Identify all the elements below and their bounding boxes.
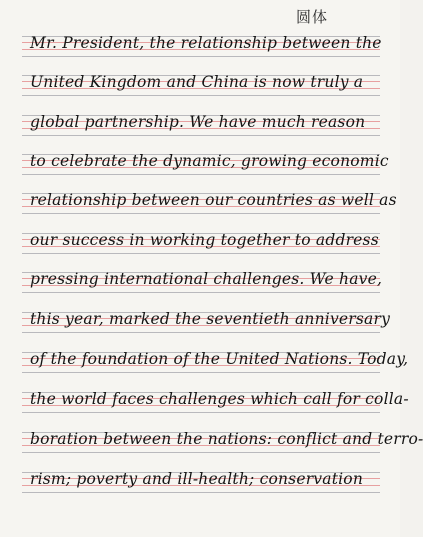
guide-line [22, 292, 380, 293]
text-line-5: relationship between our countries as well as [30, 191, 397, 209]
text-line-4: to celebrate the dynamic, growing economic [30, 152, 389, 170]
text-line-8: this year, marked the seventieth anniversary [30, 310, 391, 328]
text-line-1: Mr. President, the relationship between the [30, 34, 382, 52]
header-mark: 圆体 [296, 8, 329, 26]
guide-line [22, 174, 380, 175]
guide-line [22, 95, 380, 96]
guide-line [22, 372, 380, 373]
guide-line [22, 412, 380, 413]
guide-line [22, 332, 380, 333]
text-line-12: rism; poverty and ill-health; conservation [30, 470, 363, 488]
guide-line [22, 135, 380, 136]
guide-line [22, 253, 380, 254]
guide-line [22, 492, 380, 493]
guide-line [22, 213, 380, 214]
text-line-2: United Kingdom and China is now truly a [30, 73, 364, 91]
text-line-10: the world faces challenges which call for colla- [30, 390, 409, 408]
text-line-3: global partnership. We have much reason [30, 113, 366, 131]
text-line-9: of the foundation of the United Nations. Today, [30, 350, 409, 368]
guide-line [22, 56, 380, 57]
text-line-6: our success in working together to address [30, 231, 379, 249]
text-line-7: pressing international challenges. We have, [30, 270, 383, 288]
guide-line [22, 452, 380, 453]
text-line-11: boration between the nations: conflict and terro- [30, 430, 423, 448]
